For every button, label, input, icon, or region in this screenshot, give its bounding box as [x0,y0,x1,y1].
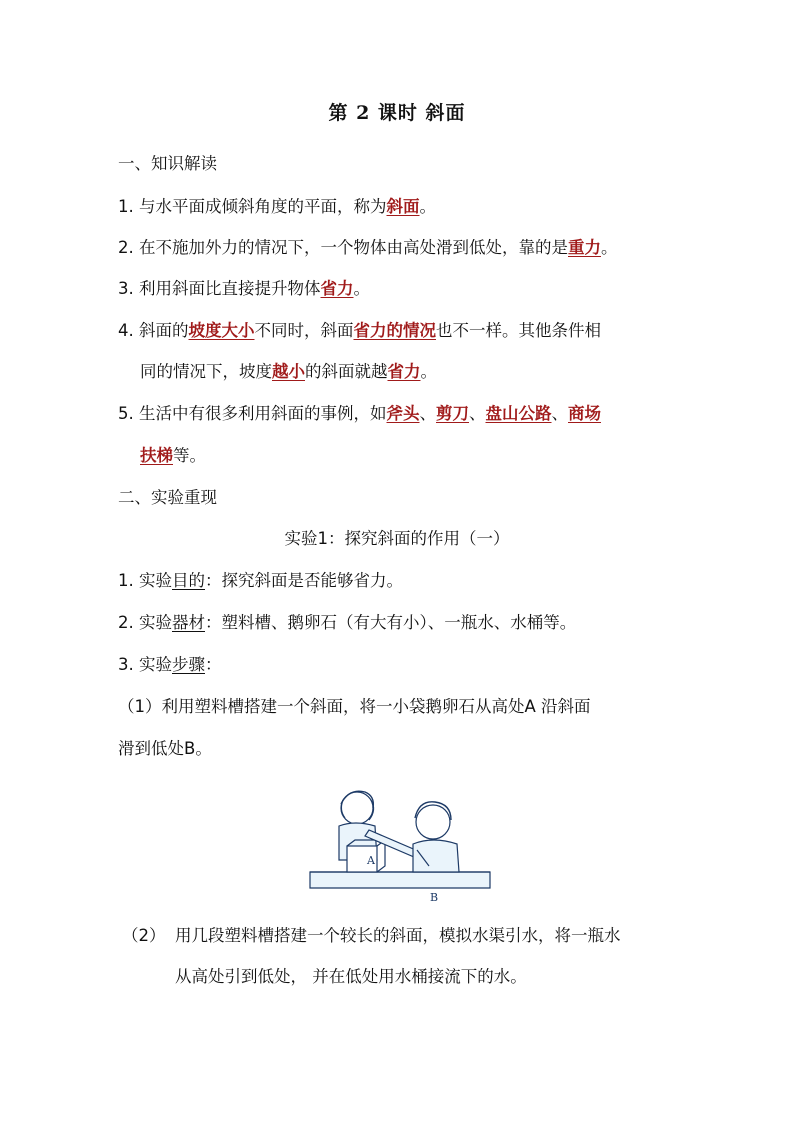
answer-blank: 扶梯 [140,446,173,465]
answer-blank: 省力 [320,279,354,298]
knowledge-item-4: 4. 斜面的坡度大小不同时，斜面省力的情况也不一样。其他条件相 [118,321,601,340]
answer-blank: 剪刀 [436,404,469,423]
experiment-title: 实验1：探究斜面的作用（一） [284,529,510,548]
step-2-text: 用几段塑料槽搭建一个较长的斜面，模拟水渠引水，将一瓶水 [175,926,621,945]
section-heading-knowledge: 一、知识解读 [118,154,217,173]
knowledge-item-1: 1. 与水平面成倾斜角度的平面，称为斜面。 [118,197,436,216]
knowledge-item-4-line2: 同的情况下，坡度越小的斜面就越省力。 [140,362,437,381]
figure-label-b: B [430,891,439,904]
answer-blank: 坡度大小 [188,321,255,340]
step-1-text-line2: 滑到低处B。 [118,739,212,758]
answer-blank: 越小 [272,362,305,381]
step-1-text: （1）利用塑料槽搭建一个斜面，将一小袋鹅卵石从高处A 沿斜面 [118,697,591,716]
answer-blank: 省力 [387,362,421,381]
experiment-item-3: 3. 实验步骤： [118,655,222,674]
answer-blank: 省力的情况 [353,321,436,340]
answer-blank: 商场 [568,404,601,423]
knowledge-item-2: 2. 在不施加外力的情况下，一个物体由高处滑到低处，靠的是重力。 [118,238,618,257]
answer-blank: 斜面 [386,197,420,216]
knowledge-item-3: 3. 利用斜面比直接提升物体省力。 [118,279,370,298]
answer-blank: 重力 [568,238,601,257]
knowledge-item-5-line2: 扶梯等。 [140,446,206,465]
section-heading-experiment: 二、实验重现 [118,488,217,507]
step-2-text-line2: 从高处引到低处， 并在低处用水桶接流下的水。 [175,967,527,986]
experiment-item-2: 2. 实验器材：塑料槽、鹅卵石（有大有小）、一瓶水、水桶等。 [118,613,577,632]
answer-blank: 斧头 [386,404,420,423]
page-title: 第 2 课时 斜面 [328,102,466,124]
knowledge-item-5: 5. 生活中有很多利用斜面的事例，如斧头、剪刀、盘山公路、商场 [118,404,601,423]
step-2-number: （2） [122,926,166,945]
answer-blank: 盘山公路 [485,404,552,423]
experiment-illustration [305,780,495,905]
experiment-item-1: 1. 实验目的：探究斜面是否能够省力。 [118,571,403,590]
figure-label-a: A [367,854,375,867]
